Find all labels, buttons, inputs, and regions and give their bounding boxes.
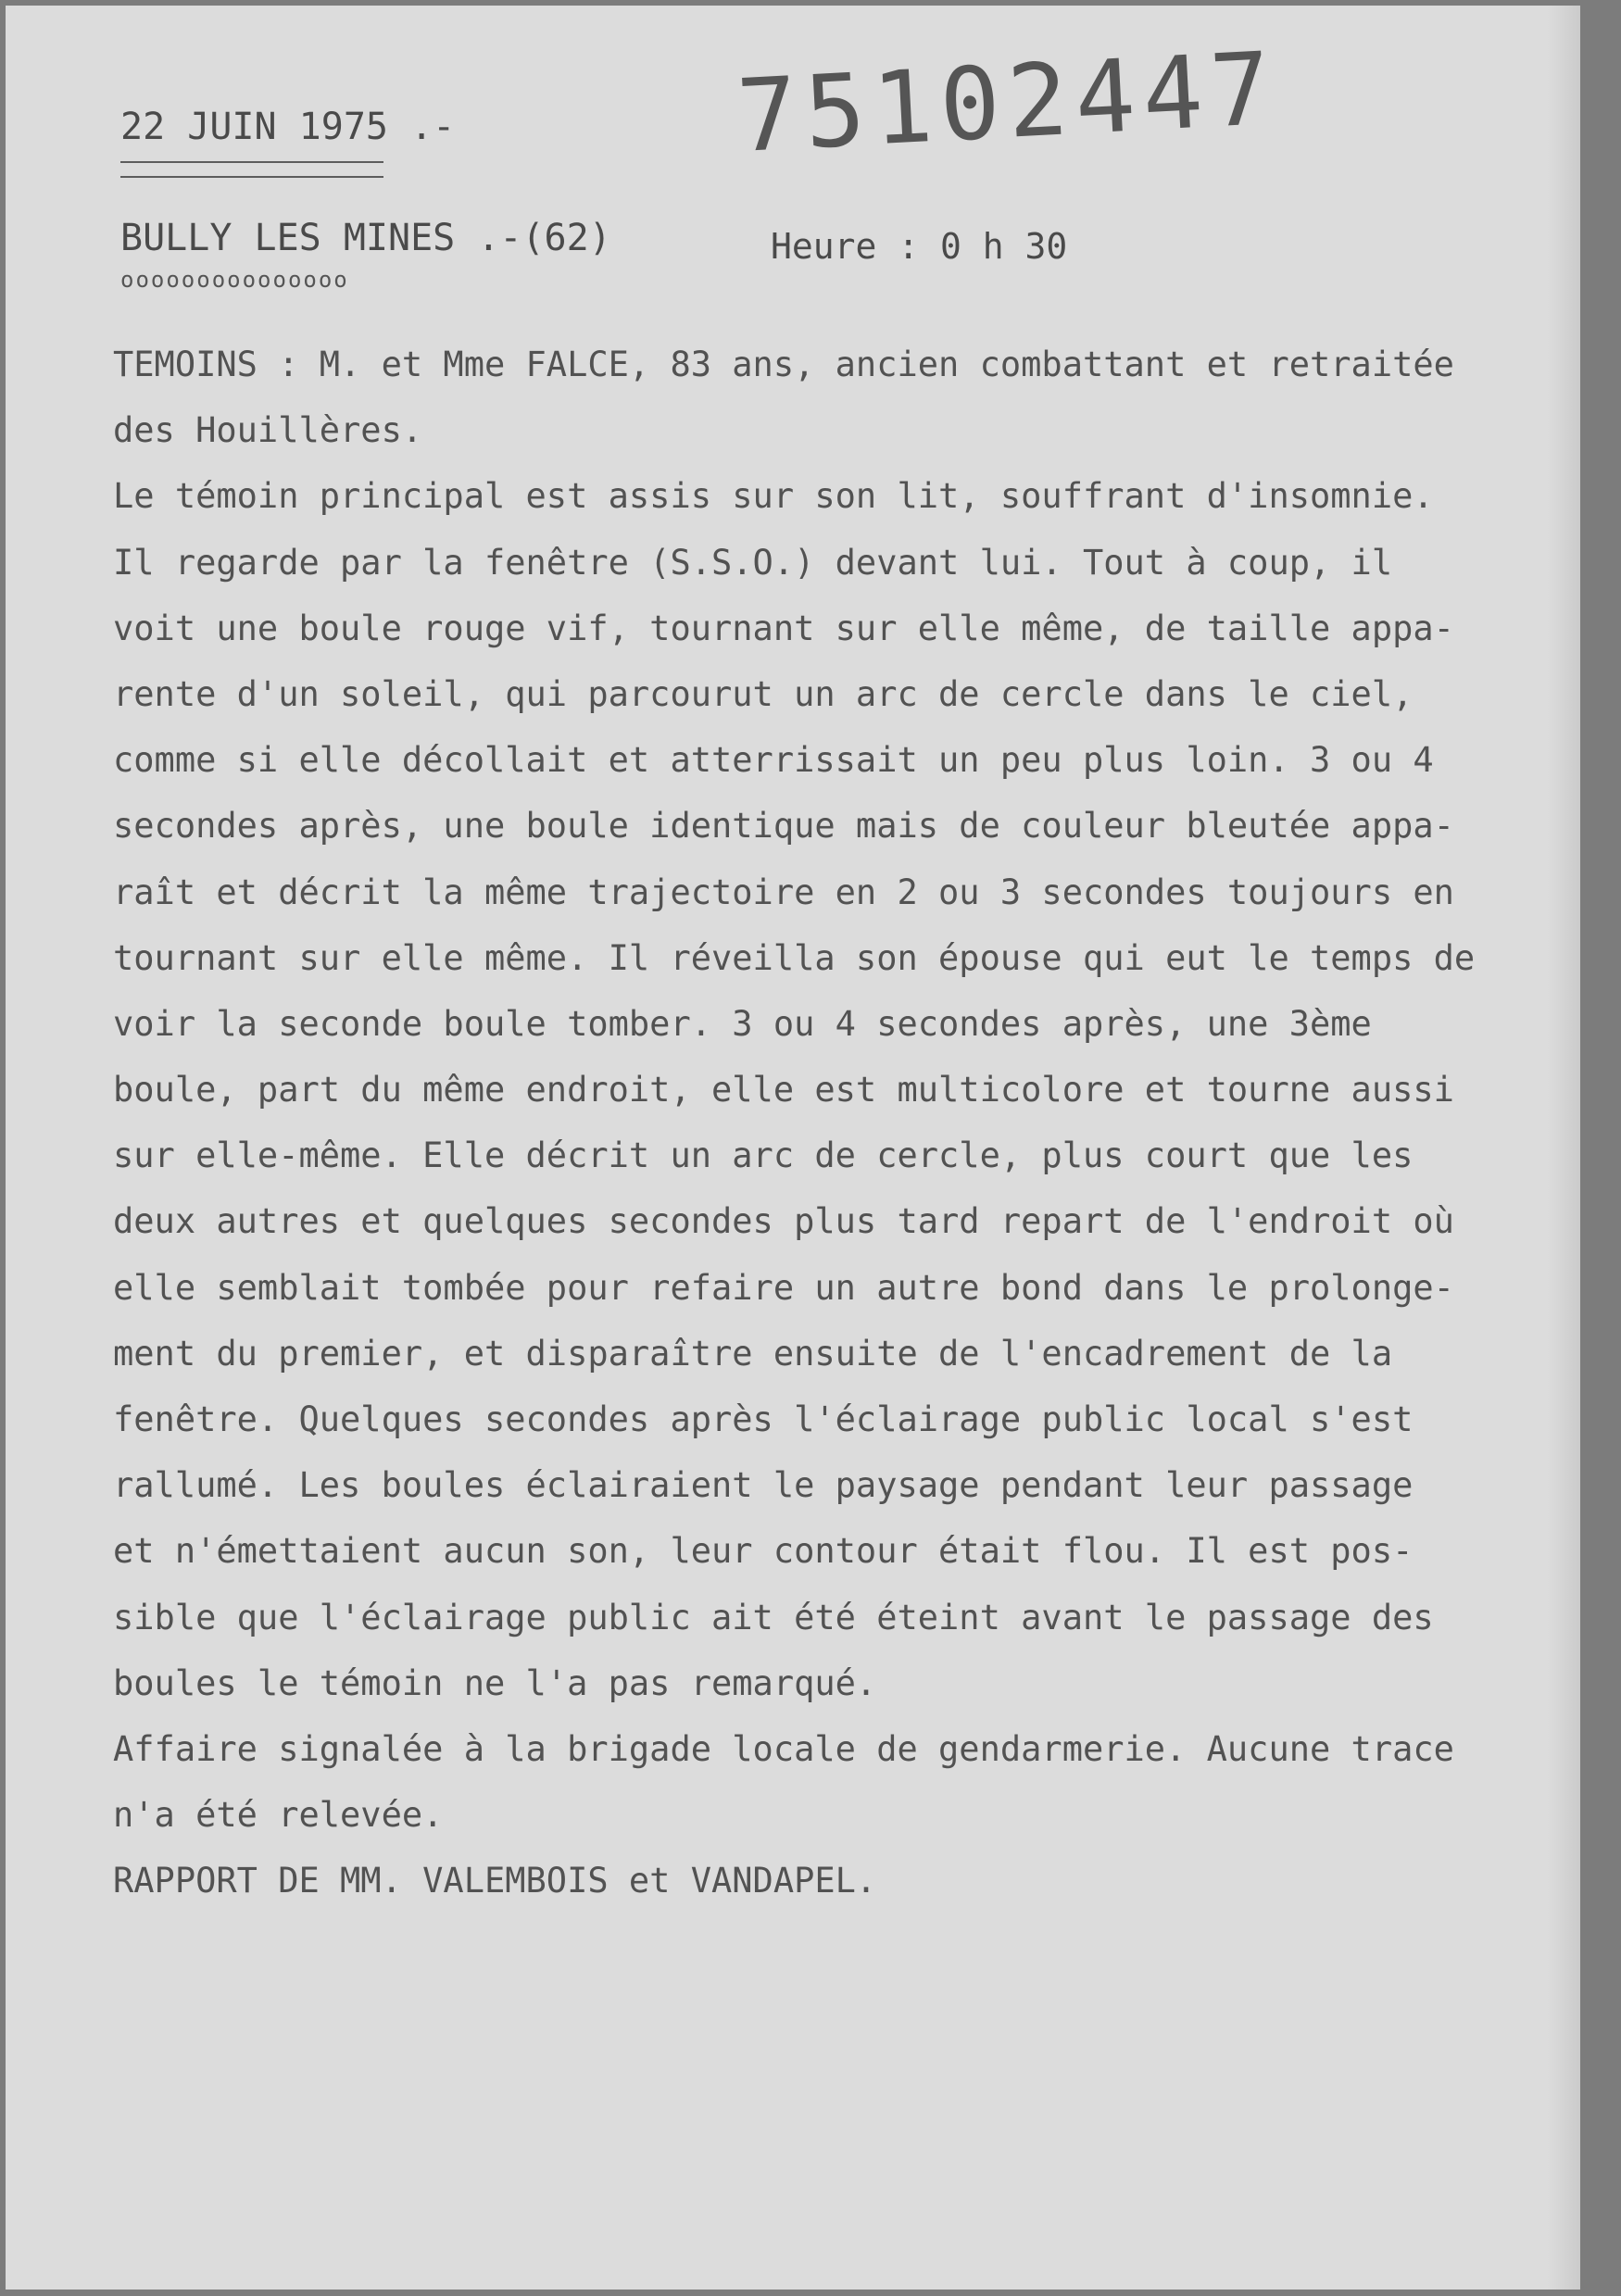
body-line: comme si elle décollait et atterrissait un peu plus loin. 3 ou 4 [113,740,1434,781]
body-line: rente d'un soleil, qui parcourut un arc de cercle dans le ciel, [113,673,1414,714]
body-line: fenêtre. Quelques secondes après l'éclairage public local s'est [113,1399,1414,1439]
body-line: voir la seconde boule tomber. 3 ou 4 secondes après, une 3ème [113,1003,1372,1044]
body-line: secondes après, une boule identique mais de couleur bleutée appa- [113,806,1454,847]
body-line: et n'émettaient aucun son, leur contour était flou. Il est pos- [113,1531,1414,1572]
body-line: rallumé. Les boules éclairaient le paysage pendant leur passage [113,1465,1414,1506]
location-underline: ooooooooooooooo [120,267,349,293]
body-line: Il regarde par la fenêtre (S.S.O.) devant lui. Tout à coup, il [113,542,1393,583]
case-number-stamp: 75102447 [734,31,1281,175]
body-line: des Houillères. [113,410,423,451]
body-line: TEMOINS : M. et Mme FALCE, 83 ans, ancien combattant et retraitée [113,345,1454,384]
report-body [113,332,1558,1914]
report-time: Heure : 0 h 30 [771,226,1068,267]
document-page [6,6,1580,2290]
body-line: deux autres et quelques secondes plus tard repart de l'endroit où [113,1201,1454,1242]
body-line: raît et décrit la même trajectoire en 2 ou 3 secondes toujours en [113,872,1454,912]
body-line: tournant sur elle même. Il réveilla son épouse qui eut le temps de [113,937,1476,978]
body-line: voit une boule rouge vif, tournant sur elle même, de taille appa- [113,608,1454,648]
body-line: sible que l'éclairage public ait été éteint avant le passage des [113,1597,1434,1637]
body-line: ment du premier, et disparaître ensuite de l'encadrement de la [113,1333,1393,1374]
body-line: elle semblait tombée pour refaire un autre bond dans le prolonge- [113,1267,1454,1308]
body-line: RAPPORT DE MM. VALEMBOIS et VANDAPEL. [113,1861,877,1901]
body-line: n'a été relevée. [113,1795,444,1836]
body-line: Affaire signalée à la brigade locale de gendarmerie. Aucune trace [113,1728,1454,1769]
body-line: boules le témoin ne l'a pas remarqué. [113,1662,877,1703]
body-line: boule, part du même endroit, elle est multicolore et tourne aussi [113,1070,1454,1110]
body-line: sur elle-même. Elle décrit un arc de cercle, plus court que les [113,1135,1414,1176]
date-double-underline [120,161,383,178]
report-date: 22 JUIN 1975 .- [120,106,456,148]
report-location: BULLY LES MINES .-(62) [120,217,611,259]
body-line: Le témoin principal est assis sur son lit, souffrant d'insomnie. [113,476,1434,517]
